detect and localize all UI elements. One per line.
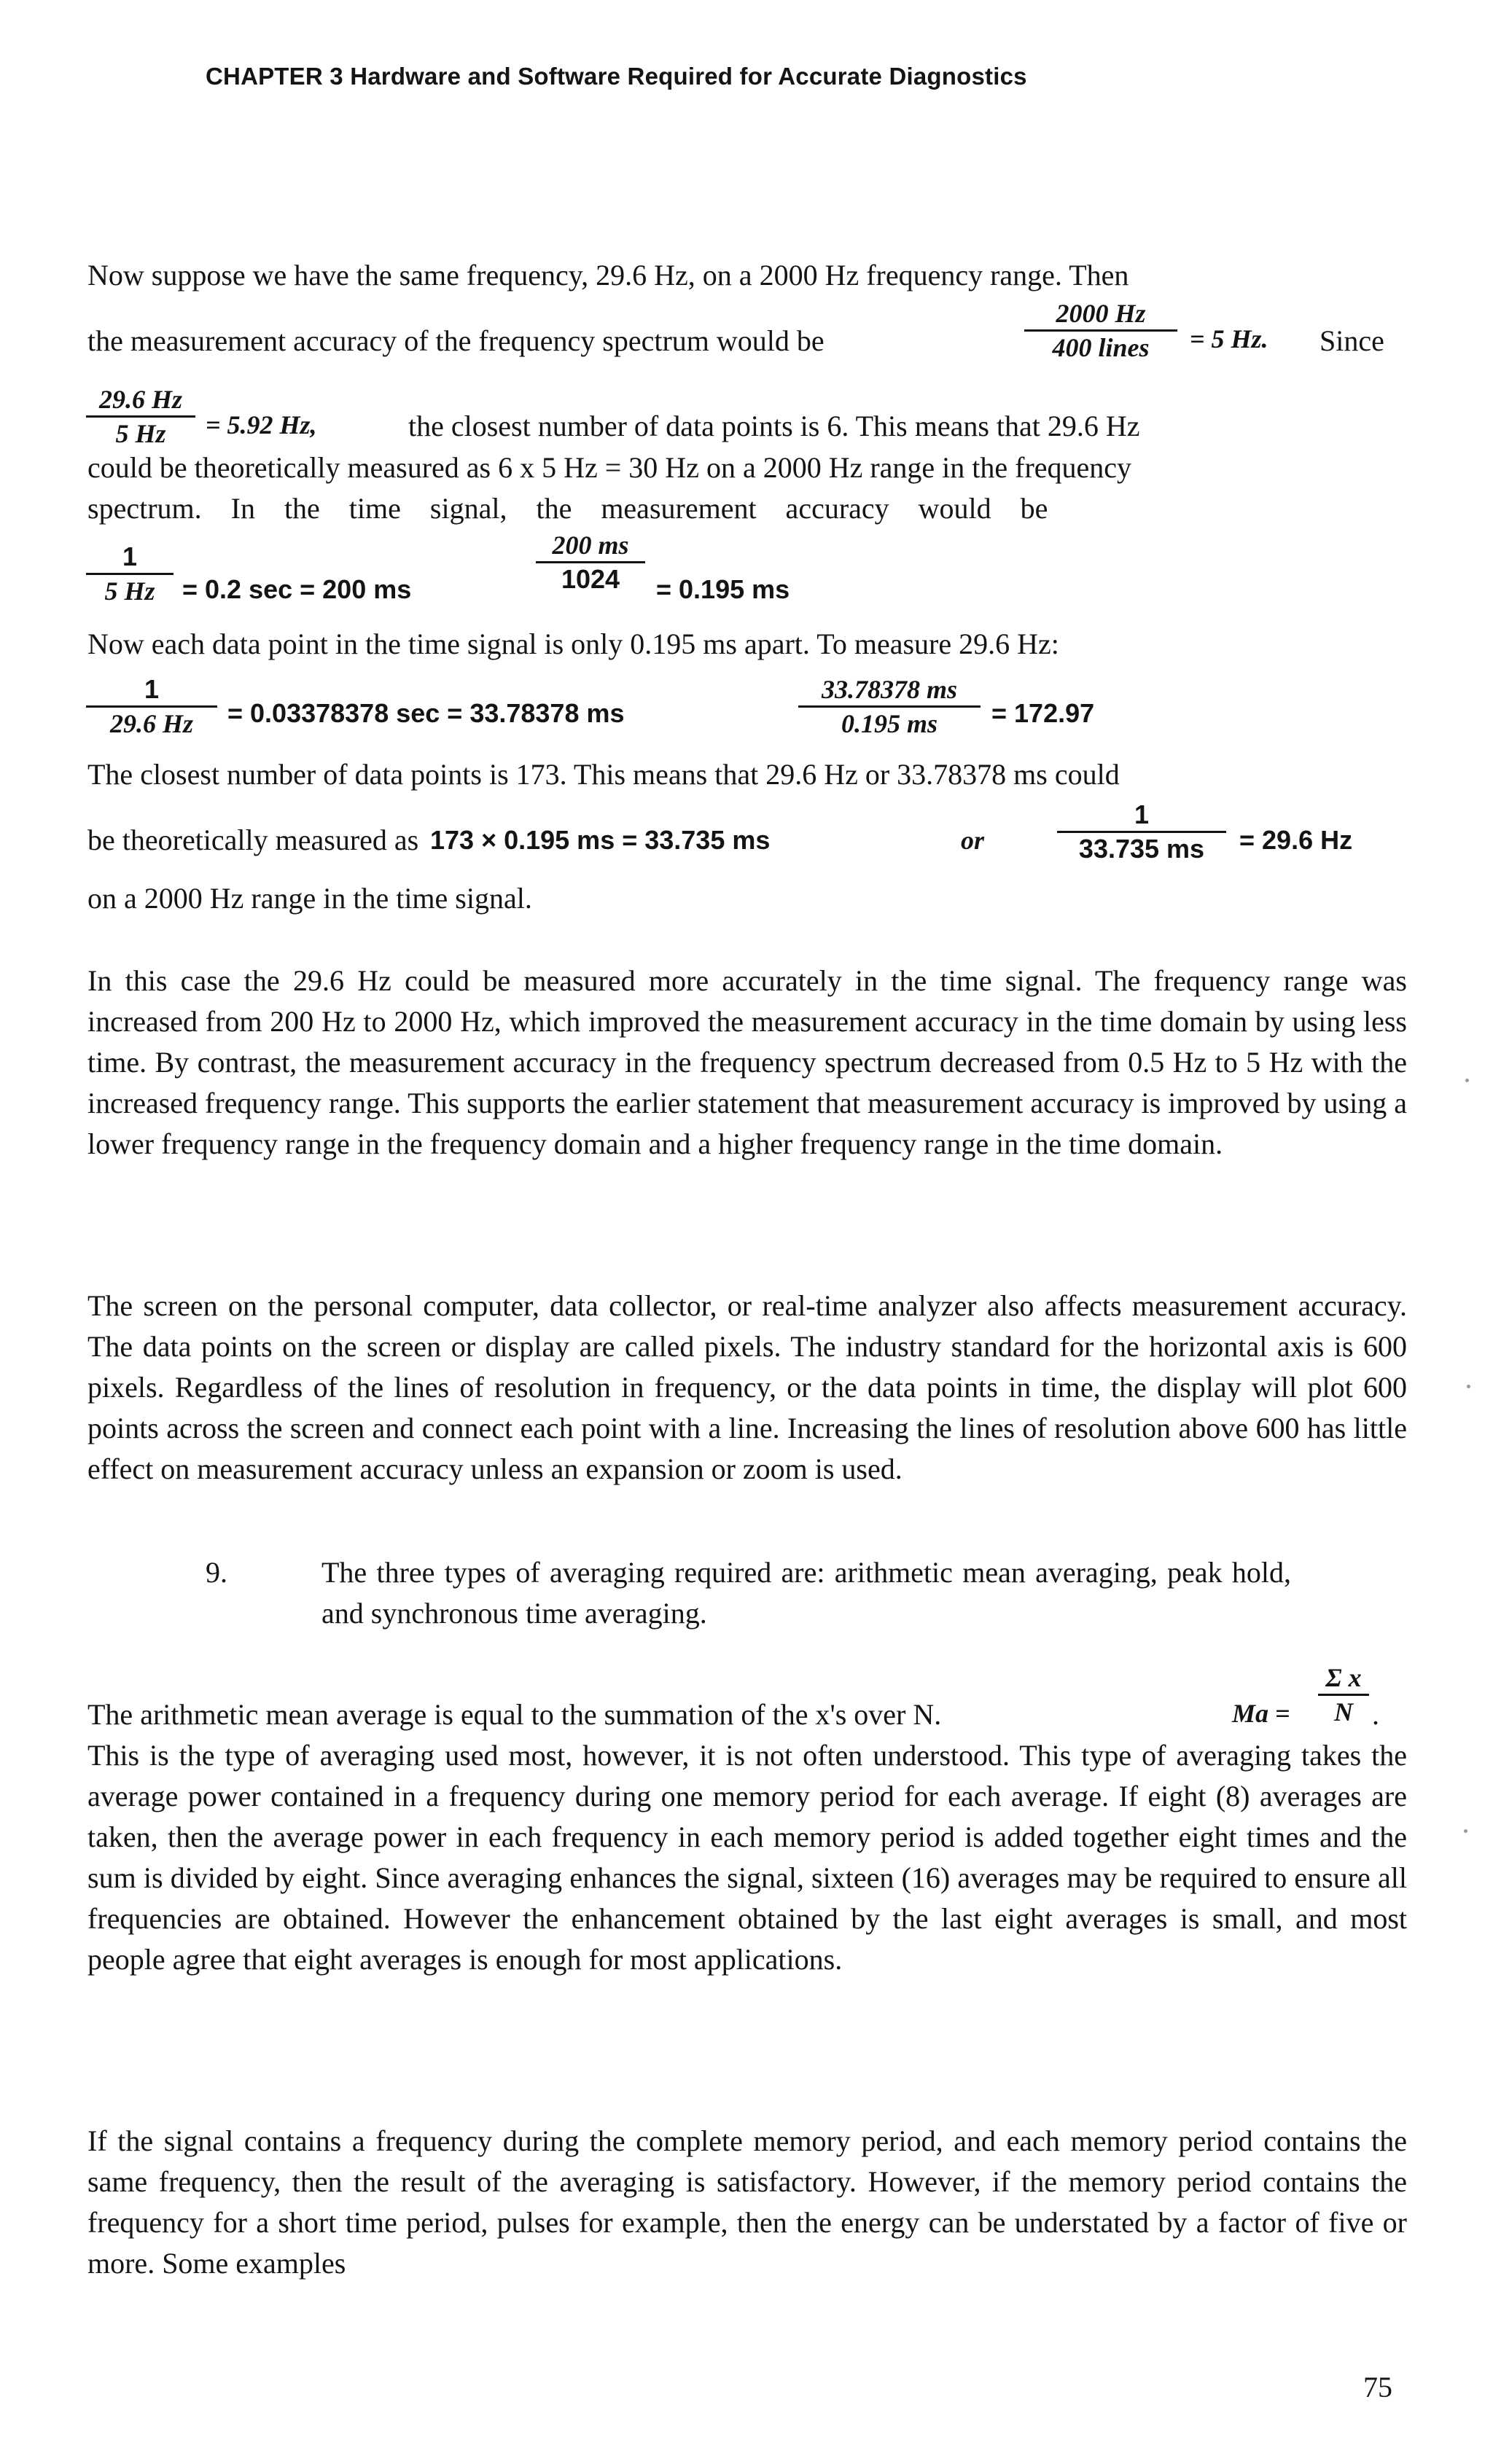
equation-result: = 5 Hz. [1190,324,1268,353]
fraction-1-5hz [86,542,174,606]
formula-lhs: Ma = [1232,1699,1290,1728]
math3-result: = 0.03378378 sec = 33.78378 ms [227,698,625,728]
p1-line8-or: or [961,826,985,855]
fraction-sum-x-over-n [1318,1663,1369,1726]
fraction-denominator: 1024 [561,564,620,594]
p1-line8-math [430,825,770,856]
scan-speck [1465,1079,1469,1082]
fraction-29-6hz-5hz [86,385,195,448]
fraction-denominator: 29.6 Hz [109,709,193,738]
paragraph-5: If the signal contains a frequency during the complete memory period, and each memory period contains the same frequency, then the result of the averaging is satisfactory. However, if the memory period contains the frequency for a short time period, pulses for example, then the energy can be understated by a factor of five or more. Some examples [87,2124,1407,2280]
p1-line9: on a 2000 Hz range in the time signal. [87,882,532,915]
p1-line4: could be theoretically measured as 6 x 5 Hz = 30 Hz on a 2000 Hz range in the frequency [87,451,1132,484]
fraction-numerator: 1 [86,542,174,575]
fraction-numerator: 200 ms [536,531,645,563]
fraction-denominator: 5 Hz [104,576,155,606]
p1-line3-result [206,410,317,440]
fraction-numerator: 1 [1057,800,1226,833]
p1-line1: Now suppose we have the same frequency, 29.6 Hz, on a 2000 Hz frequency range. Then [87,259,1129,292]
fraction-numerator: 33.78378 ms [798,675,981,708]
fraction-numerator: 29.6 Hz [86,385,195,418]
fraction-denominator: 0.195 ms [841,709,937,738]
equation-result: = 5.92 Hz, [206,410,317,439]
p1-line2-result [1190,324,1268,354]
p1-line2-tail: Since [1319,324,1384,357]
list-item-text: The three types of averaging required are: arithmetic mean averaging, peak hold, and synchronous time averaging. [321,1556,1291,1630]
fraction-2000hz-400lines [1024,299,1177,362]
scan-speck [1467,1385,1470,1388]
fraction-denominator: 33.735 ms [1078,834,1205,864]
paragraph-3: The screen on the personal computer, data collector, or real-time analyzer also affects measurement accuracy. The data points on the screen or display are called pixels. The industry standard for the horizontal axis is 600 pixels. Regardless of the lines of resolution in frequency, or the data points in time, the display will plot 600 points across the screen and connect each point with a line. Increasing the lines of resolution above 600 has little effect on measurement accuracy unless an expansion or zoom is used. [87,1289,1407,1485]
fraction-denominator: 400 lines [1052,333,1150,362]
fraction-numerator: 2000 Hz [1024,299,1177,332]
fraction-numerator: 1 [86,675,217,708]
fraction-denominator: 5 Hz [115,419,166,448]
fraction-33-78ms-0-195ms [798,675,981,738]
p1-line2-text: the measurement accuracy of the frequency spectrum would be [87,324,825,357]
p4-line1-text: The arithmetic mean average is equal to the summation of the x's over N. [87,1698,942,1731]
running-header: CHAPTER 3 Hardware and Software Required for Accurate Diagnostics [206,63,1027,90]
p1-line7: The closest number of data points is 173. This means that 29.6 Hz or 33.78378 ms could [87,758,1120,791]
fraction-denominator: N [1334,1697,1353,1726]
p1-line6: Now each data point in the time signal is only 0.195 ms apart. To measure 29.6 Hz: [87,627,1059,660]
scan-speck [1464,1829,1467,1833]
p1-line8-result: = 29.6 Hz [1239,825,1353,855]
math-expression: 173 × 0.195 ms = 33.735 ms [430,825,771,855]
p1-line3-text: the closest number of data points is 6. This means that 29.6 Hz [408,410,1140,442]
math1-result: = 0.2 sec = 200 ms [182,574,412,604]
math4-result: = 172.97 [991,698,1095,728]
fraction-numerator: Σ x [1318,1663,1369,1696]
formula-period: . [1372,1698,1379,1731]
fraction-1-33-735ms [1057,800,1226,864]
paragraph-2: In this case the 29.6 Hz could be measured more accurately in the time signal. The frequency range was increased from 200 Hz to 2000 Hz, which improved the measurement accuracy in the time domain by using less time. By contrast, the measurement accuracy in the frequency spectrum decreased from 0.5 Hz to 5 Hz with the increased frequency range. This supports the earlier statement that measurement accuracy is improved by using a lower frequency range in the frequency domain and a higher frequency range in the time domain. [87,964,1407,1160]
math2-result: = 0.195 ms [656,574,790,604]
fraction-1-29-6hz [86,675,217,738]
list-item-number: 9. [206,1556,227,1589]
page-number: 75 [1363,2371,1392,2404]
paragraph-4-body: This is the type of averaging used most, however, it is not often understood. This type of averaging takes the average power contained in a frequency during one memory period for each average. If eight (8) averages are taken, then the average power in each frequency in each memory period is added together eight times and the sum is divided by eight. Since averaging enhances the signal, sixteen (16) averages may be required to ensure all frequencies are obtained. However the enhancement obtained by the last eight averages is small, and most people agree that eight averages is enough for most applications. [87,1739,1407,1976]
p1-line8-text: be theoretically measured as [87,824,419,856]
p1-line5: spectrum. In the time signal, the measurement accuracy would be [87,492,1048,525]
fraction-200ms-1024 [536,531,645,594]
